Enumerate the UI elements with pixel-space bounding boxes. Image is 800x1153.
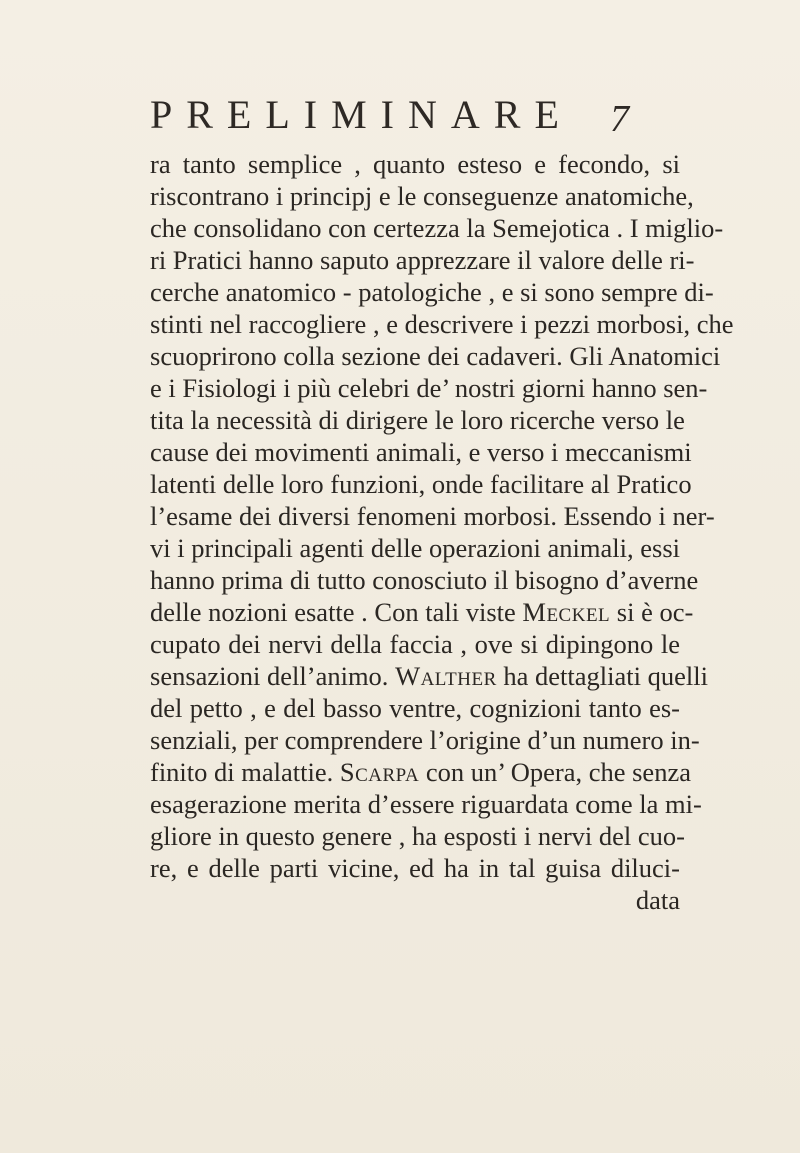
text-line: e i Fisiologi i più celebri de’ nostri giorni hanno sen- (150, 373, 708, 403)
text-line: cupato dei nervi della faccia , ove si dipingono le (150, 629, 680, 659)
text-line-walther (150, 660, 708, 692)
text-line: tita la necessità di dirigere le loro ricerche verso le (150, 405, 685, 435)
text-fragment: finito di malattie. (150, 757, 334, 787)
text-line: cerche anatomico - patologiche , e si sono sempre di- (150, 277, 714, 307)
text-line: l’esame dei diversi fenomeni morbosi. Essendo i ner- (150, 501, 715, 531)
text-line: senziali, per comprendere l’origine d’un numero in- (150, 725, 700, 755)
text-fragment: delle nozioni esatte . Con tali viste (150, 597, 516, 627)
text-line: gliore in questo genere , ha esposti i nervi del cuo- (150, 821, 685, 851)
text-line: che consolidano con certezza la Semejotica . I miglio- (150, 213, 724, 243)
running-head (150, 90, 650, 140)
text-line: latenti delle loro funzioni, onde facilitare al Pratico (150, 469, 692, 499)
body-text (150, 148, 734, 916)
text-fragment: con un’ Opera, che senza (425, 757, 691, 787)
catchword: data (635, 885, 680, 915)
text-line: re, e delle parti vicine, ed ha in tal guisa diluci- (150, 853, 680, 883)
text-line: esagerazione merita d’essere riguardata come la mi- (150, 789, 702, 819)
author-name-walther: Walther (395, 661, 497, 691)
text-line: scuoprirono colla sezione dei cadaveri. Gli Anatomici (150, 341, 721, 371)
page-number: 7 (610, 98, 629, 140)
text-line-scarpa (150, 756, 691, 788)
text-line: ri Pratici hanno saputo apprezzare il valore delle ri- (150, 245, 695, 275)
author-name-meckel: Meckel (522, 597, 611, 627)
author-name-scarpa: Scarpa (339, 757, 420, 787)
text-line: riscontrano i principj e le conseguenze anatomiche, (150, 181, 694, 211)
text-line-meckel (150, 596, 694, 628)
running-title: PRELIMINARE (150, 92, 573, 137)
text-fragment: ha dettagliati quelli (503, 661, 708, 691)
text-line: cause dei movimenti animali, e verso i meccanismi (150, 437, 692, 467)
text-line: vi i principali agenti delle operazioni animali, essi (150, 533, 680, 563)
text-line: hanno prima di tutto conosciuto il bisogno d’averne (150, 565, 699, 595)
text-line: del petto , e del basso ventre, cognizioni tanto es- (150, 693, 680, 723)
text-fragment: si è oc- (616, 597, 694, 627)
text-line: ra tanto semplice , quanto esteso e fecondo, si (150, 149, 680, 179)
text-line: stinti nel raccogliere , e descrivere i pezzi morbosi, che (150, 309, 734, 339)
text-fragment: sensazioni dell’animo. (150, 661, 389, 691)
